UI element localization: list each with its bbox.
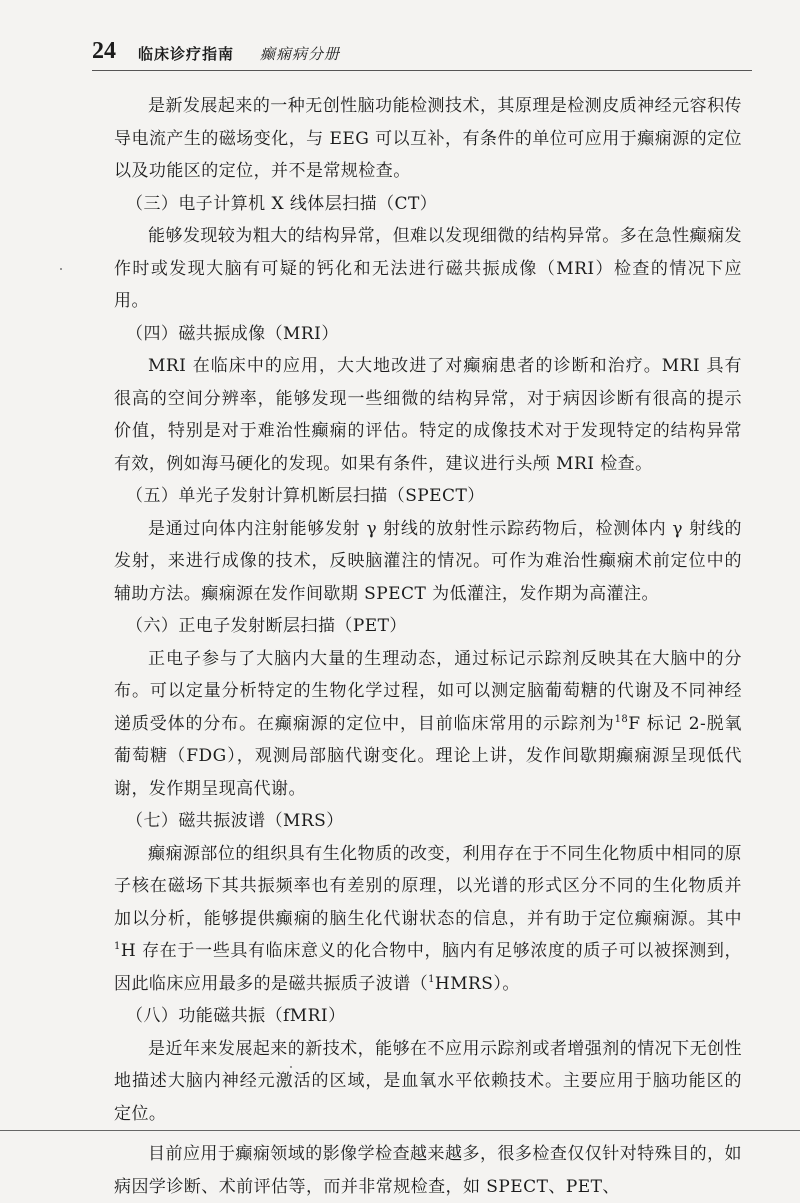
paragraph-summary: 目前应用于癫痫领域的影像学检查越来越多，很多检查仅仅针对特殊目的，如病因学诊断、术前评估等，而并非常规检查，如 SPECT、PET、	[114, 1144, 742, 1197]
section-heading-fmri: （八）功能磁共振（fMRI）	[126, 1006, 346, 1026]
book-subtitle: 癫痫病分册	[260, 45, 341, 63]
mrs-text-b: H 存在于一些具有临床意义的化合物中，脑内有足够浓度的质子可以被探测到，因此临床应用最多的是磁共振质子波谱（	[114, 941, 742, 994]
mrs-superscript-1: 1	[114, 941, 121, 952]
section-heading-ct: （三）电子计算机 X 线体层扫描（CT）	[126, 193, 438, 214]
page-bottom-rule	[0, 1130, 800, 1131]
running-header	[92, 38, 772, 78]
paragraph-spect: 是通过向体内注射能够发射 γ 射线的放射性示踪药物后，检测体内 γ 射线的发射，来进行成像的技术，反映脑灌注的情况。可作为难治性癫痫术前定位中的辅助方法。癫痫源在发作间歇期 SPECT 为低灌注，发作期为高灌注。	[114, 518, 742, 604]
pet-superscript: 18	[614, 713, 629, 725]
pet-text-a: 正电子参与了大脑内大量的生理动态，通过标记示踪剂反映其在大脑中的分布。可以定量分析特定的生物化学过程，如可以测定脑葡萄糖的代谢及不同神经递质受体的分布。在癫痫源的定位中，目前临床常用的示踪剂为	[114, 648, 742, 734]
scan-speck	[290, 1066, 292, 1068]
mrs-text-a: 癫痫源部位的组织具有生化物质的改变，利用存在于不同生化物质中相同的原子核在磁场下其共振频率也有差别的原理，以光谱的形式区分不同的生化物质并加以分析，能够提供癫痫的脑生化代谢状态的信息，并有助于定位癫痫源。其中	[114, 843, 742, 929]
paragraph-pet	[114, 643, 742, 806]
section-heading-mrs: （七）磁共振波谱（MRS）	[126, 811, 344, 831]
book-title: 临床诊疗指南	[138, 45, 235, 63]
header-rule	[92, 70, 752, 71]
paragraph-mri: MRI 在临床中的应用，大大地改进了对癫痫患者的诊断和治疗。MRI 具有很高的空间分辨率，能够发现一些细微的结构异常，对于病因诊断有很高的提示价值，特别是对于难治性癫痫的评估。特定的成像技术对于发现特定的结构异常有效，例如海马硬化的发现。如果有条件，建议进行头颅 MRI 检查。	[114, 356, 742, 474]
paragraph-fmri: 是近年来发展起来的新技术，能够在不应用示踪剂或者增强剂的情况下无创性地描述大脑内神经元激活的区域，是血氧水平依赖技术。主要应用于脑功能区的定位。	[114, 1038, 742, 1124]
mrs-superscript-2: 1	[428, 973, 435, 985]
page-number: 24	[92, 38, 116, 64]
section-heading-pet: （六）正电子发射断层扫描（PET）	[126, 616, 407, 636]
section-heading-mri: （四）磁共振成像（MRI）	[126, 323, 339, 344]
paragraph-meg: 是新发展起来的一种无创性脑功能检测技术，其原理是检测皮质神经元容积传导电流产生的磁场变化，与 EEG 可以互补，有条件的单位可应用于癫痫源的定位以及功能区的定位，并不是常规检查。	[114, 96, 742, 181]
section-heading-spect: （五）单光子发射计算机断层扫描（SPECT）	[126, 486, 485, 506]
paragraph-ct: 能够发现较为粗大的结构异常，但难以发现细微的结构异常。多在急性癫痫发作时或发现大脑有可疑的钙化和无法进行磁共振成像（MRI）检查的情况下应用。	[114, 226, 742, 311]
mrs-text-c: HMRS）。	[434, 973, 520, 994]
paragraph-mrs	[114, 838, 742, 1001]
pet-text-b: F 标记 2-脱氧葡萄糖（FDG），观测局部脑代谢变化。理论上讲，发作间歇期癫痫源呈现低代谢，发作期呈现高代谢。	[114, 713, 742, 799]
page-body	[114, 90, 742, 1203]
scan-speck	[60, 268, 62, 270]
